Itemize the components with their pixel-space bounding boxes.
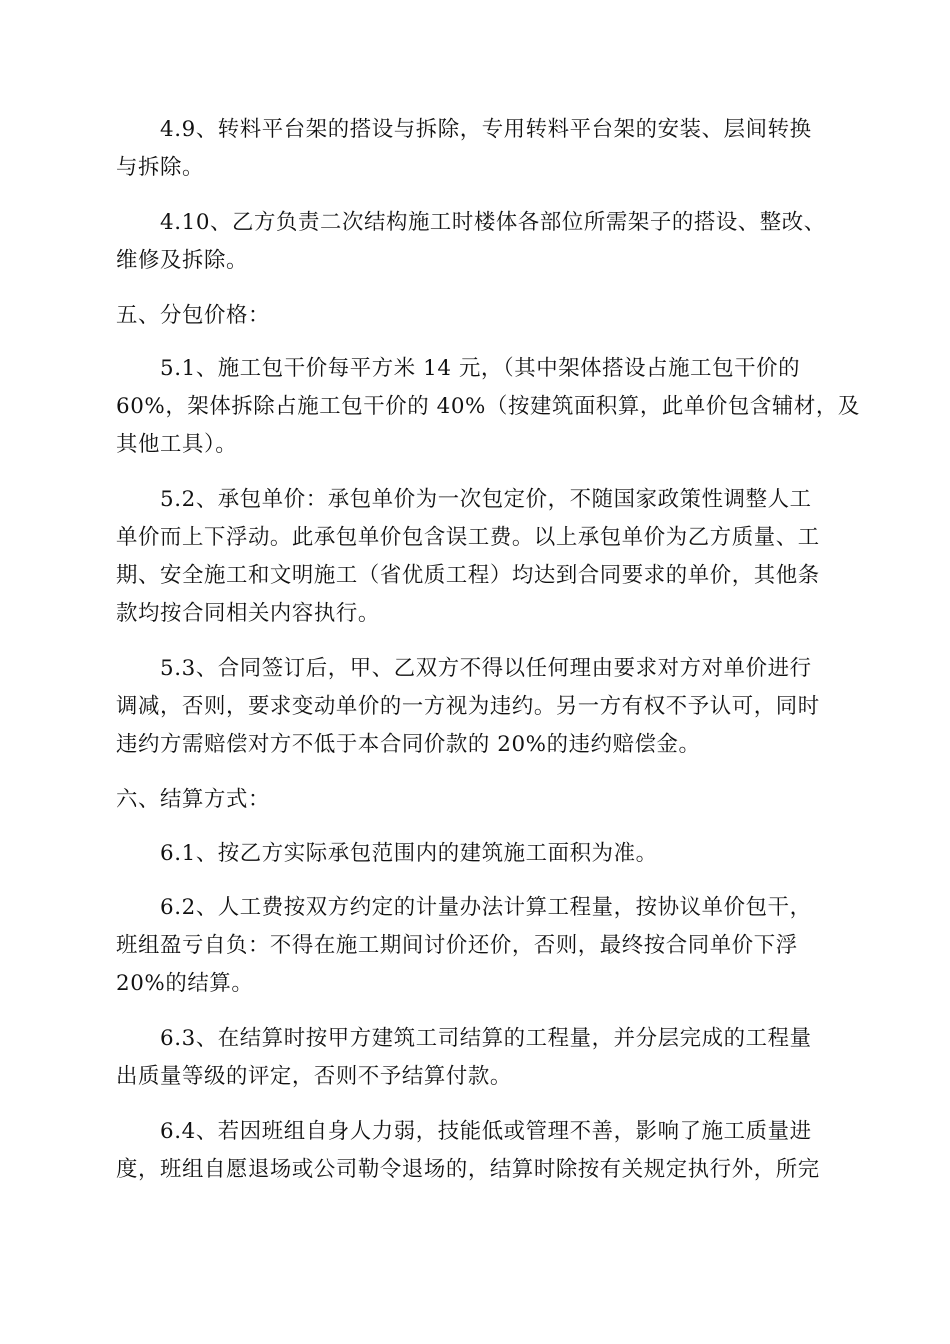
clause-5-1-line-3: 其他工具）。 — [116, 432, 238, 457]
section-heading-6: 六、结算方式： — [116, 787, 270, 812]
clause-5-3-line-1: 5.3、合同签订后，甲、乙双方不得以任何理由要求对方对单价进行 — [160, 656, 812, 681]
clause-6-2-line-2: 班组盈亏自负：不得在施工期间讨价还价，否则，最终按合同单价下浮 — [116, 933, 798, 958]
clause-6-3-line-2: 出质量等级的评定，否则不予结算付款。 — [116, 1064, 512, 1089]
clause-5-3-line-2: 调减，否则，要求变动单价的一方视为违约。另一方有权不予认可，同时 — [116, 694, 820, 719]
clause-6-1-line-1: 6.1、按乙方实际承包范围内的建筑施工面积为准。 — [160, 841, 658, 866]
clause-6-4-line-2: 度，班组自愿退场或公司勒令退场的，结算时除按有关规定执行外，所完 — [116, 1157, 820, 1182]
clause-4-10-line-2: 维修及拆除。 — [116, 248, 248, 273]
clause-6-4-line-1: 6.4、若因班组自身人力弱，技能低或管理不善，影响了施工质量进 — [160, 1119, 812, 1144]
clause-6-2-line-3: 20%的结算。 — [116, 971, 254, 996]
clause-5-1-line-2: 60%，架体拆除占施工包干价的 40%（按建筑面积算，此单价包含辅材，及 — [116, 394, 860, 419]
clause-6-3-line-1: 6.3、在结算时按甲方建筑工司结算的工程量，并分层完成的工程量 — [160, 1026, 812, 1051]
clause-5-2-line-2: 单价而上下浮动。此承包单价包含误工费。以上承包单价为乙方质量、工 — [116, 525, 820, 550]
clause-5-2-line-1: 5.2、承包单价：承包单价为一次包定价，不随国家政策性调整人工 — [160, 487, 812, 512]
section-heading-5: 五、分包价格： — [116, 303, 270, 328]
clause-4-10-line-1: 4.10、乙方负责二次结构施工时楼体各部位所需架子的搭设、整改、 — [160, 210, 826, 235]
clause-6-2-line-1: 6.2、人工费按双方约定的计量办法计算工程量，按协议单价包干， — [160, 895, 812, 920]
clause-4-9-line-1: 4.9、转料平台架的搭设与拆除，专用转料平台架的安装、层间转换 — [160, 117, 812, 142]
clause-5-3-line-3: 违约方需赔偿对方不低于本合同价款的 20%的违约赔偿金。 — [116, 732, 701, 757]
clause-5-2-line-3: 期、安全施工和文明施工（省优质工程）均达到合同要求的单价，其他条 — [116, 563, 820, 588]
clause-4-9-line-2: 与拆除。 — [116, 155, 204, 180]
clause-5-1-line-1: 5.1、施工包干价每平方米 14 元，（其中架体搭设占施工包干价的 — [160, 356, 801, 381]
clause-5-2-line-4: 款均按合同相关内容执行。 — [116, 601, 380, 626]
